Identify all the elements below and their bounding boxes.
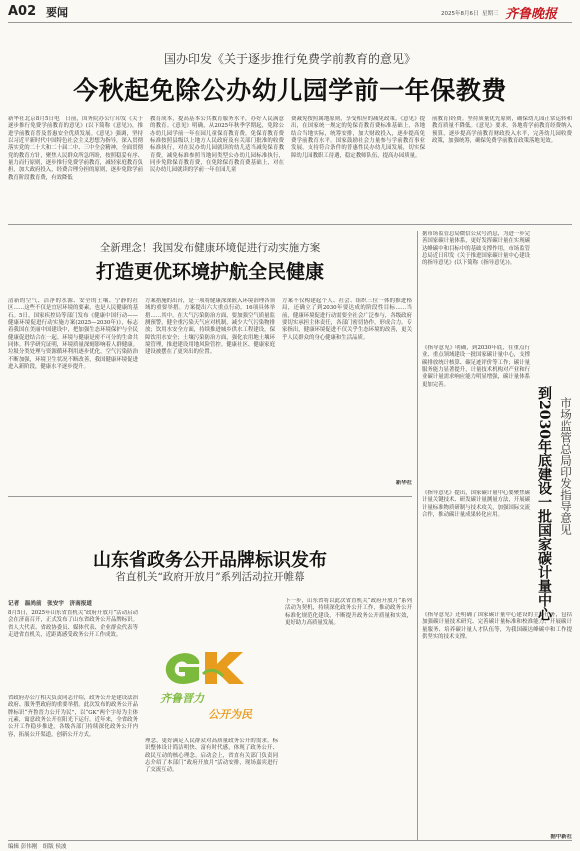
footer-editors: 编辑 彭伟刚 组版 侯波 [8,844,67,850]
issue-date: 2025年8月6日 [441,11,479,17]
article-3-col-2: 省政府办公厅相关负责同志介绍，政务公开是建设法治政府、服务型政府的重要举措。此次发布的政务公开品牌标识“齐鲁晋力公开为民”，以“GK”两个字母为主体元素，寓意政务公开在阳光下运行。近年来，全省政务公开工作稳步推进，各级各部门持续深化政务公开内容，拓展公开渠道，创新公开方式。 [8,695,138,738]
article-3-subhead: 省直机关“政府开放月”系列活动拉开帷幕 [115,571,305,583]
sidebar-para-3: 《指导意见》提出，国家碳计量中心要聚焦碳计量关键技术、研发碳计量测量方法，开展碳计量标准物质研制与技术攻关，加强国际交流合作，推动碳计量成果转化应用。 [422,490,530,519]
sidebar-para-2: 《指导意见》明确，到2030年底，在重点行业、重点领域建设一批国家碳计量中心，支撑碳排放统计核算、碳足迹评价等工作；碳计量服务能力显著提升，计量技术机构对产业和行业碳计量需求响应能力明显增强，碳计量体系更加完善。 [422,345,530,388]
article-3-col-4: 下一步，山东省将以此次省直机关“政府开放月”系列活动为契机，持续深化政务公开工作，推动政务公开标准化规范化建设，不断提升政务公开质量和实效，更好助力高质量发展。 [285,598,412,627]
article-1-rule [8,224,572,225]
section-name: 要闻 [46,6,68,19]
article-2-col-1: 清新的空气、洁净的水源、安全的土壤、宁静的社区……这些不仅是宜居环境的要素，也是人民健康的基石。5日，国家疾控局等部门发布《健康中国行动——健康环境促进行动实施方案(2025—2030年)》，标志着我国在美丽中国建设中，把加强生态环境保护与全民健康促进结合在一起。环境与健康是密不可分的生命共同体。科学研究证明，环境质量深刻影响着人群健康。垃圾分类处理与资源循环利用逐步优化，空气污染防治不断加强，环境卫生状况不断改善，我国健康环境促进进入新阶段，健康水平逐步提升。 [8,298,138,371]
article-1-kicker: 国办印发《关于逐步推行免费学前教育的意见》 [163,52,416,66]
section-number: A02 [8,4,37,19]
article-3-byline: 记者 温尚前 张安宇 济南报道 [8,601,92,607]
article-2-headline: 打造更优环境护航全民健康 [95,261,324,283]
paper-logo: 齐鲁晚报 [505,7,558,22]
article-1-col-1: 新华社北京8月5日电 日前，国务院办公厅印发《关于逐步推行免费学前教育的意见》(以下简称《意见》)，推进学前教育普及普惠安全优质发展。《意见》强调，坚持以习近平新时代中国特色社会主义思想为指导，深入贯彻落实党的二十大和二十届二中、三中全会精神，全面贯彻党的教育方针，聚焦人民群众所急所盼，按照稳妥有序、量力而行原则，逐步推行免费学前教育，减轻家庭教育负担，加大政府投入，经费合理分担的原则，逐步免除学前教育阶段教育费，有效降低 [8,116,143,181]
article-2-kicker: 全新理念！我国发布健康环境促进行动实施方案 [99,242,321,254]
sidebar-divider [417,231,418,841]
issue-weekday: 星期三 [482,11,499,17]
article-3-col-3: 理念，更好满足人民群众对高质量政务公开的需求。标识整体设计简洁明快、富有时代感，体现了政务公开、政民互动的核心理念。启动会上，省直有关部门负责同志介绍了本部门“政府开放月”活动安排，现场嘉宾进行了交流互动。 [145,738,278,774]
sidebar-headline: 到2030年底建设一批国家碳计量中心 [536,386,552,621]
sidebar-intro: 据市场监管总局微信公众号消息，为进一步完善国家碳计量体系，更好发挥碳计量在实现碳达峰碳中和目标中的基础支撑作用，市场监管总局近日印发《关于推进国家碳计量中心建设的指导意见》(以下简称《指导意见》)。 [422,231,530,267]
article-1-headline: 今秋起免除公办幼儿园学前一年保教费 [73,76,507,105]
sidebar-para-4: 《指导意见》还明确了国家碳计量中心建设的主要任务，包括加强碳计量技术研究、完善碳计量标准和校准能力、开展碳计量服务、培养碳计量人才队伍等，为我国碳达峰碳中和工作提供坚实的技术支撑。 [422,612,572,641]
logo-caption-top: 齐鲁晋力 [160,692,204,705]
masthead-rule [8,22,572,23]
article-3-headline: 山东省政务公开品牌标识发布 [93,550,327,571]
article-3-col-1: 8月5日，2025年山东省直机关“政府开放月”活动启动会在济南召开，正式发布了山东省政务公开品牌标识。省人大代表、省政协委员、媒体代表、企业群众代表等走进省直机关，近距离感受政务公开工作成效。 [8,610,138,639]
article-3-rule [8,496,412,497]
sidebar-kicker: 市场监管总局印发指导意见 [559,397,573,535]
article-1-col-4: 前教育)经费。坚持质量优先原则，确保幼儿园正常运转和教育质量不降低。《意见》要求，各地将学前教育经费纳入预算，逐步提高学前教育财政投入水平，完善幼儿园收费政策，加强统筹，确保免费学前教育政策落地见效。 [432,116,572,145]
sidebar-credit: 据中新社 [550,834,572,840]
article-2-col-3: 方案不仅构建起个人、社会、组织三位一体的推进格局，还确立了到2030年要达成的阶段性目标……当前，健康环境促进行动需要全社会广泛参与，各级政府要切实承担主体责任，各部门密切协作，形成合力。专家指出，健康环境促进不仅关乎生态环境的改善，更关乎人民群众的身心健康和生活品质。 [282,298,412,341]
footer-rule [8,840,572,841]
article-1-col-3: 费减免按照属地原则，享受相应的减免政策。《意见》提出，在国家统一规定的免保育教育费标准基础上，各地结合当地实际，统筹安排，加大财政投入，逐步提高免费学前教育水平。国家鼓励社会力量参与学前教育事业发展，支持符合条件的普惠性民办幼儿园发展，切实保障幼儿园教职工待遇，稳定教师队伍，提高办园质量。 [291,116,425,159]
article-2-col-2: 方案措施的出台，是一项将健康深深嵌入环境治理各领域的重要举措。方案提出六大重点行动，16项具体举措……其中，在大气污染防治方面，要加强空气质量监测预警，健全重污染天气应对机制，减少大气污染物排放；饮用水安全方面，持续推进城乡供水工程建设，保障饮用水安全；土壤污染防治方面，强化农用地土壤环境管理，推进建设用地风险管控。健康社区、健康家庭建设被摆在了更突出的位置。 [145,298,275,356]
logo-caption-bottom: 公开为民 [208,708,252,721]
article-1-col-2: 教育成本，提高基本公共教育服务水平，办好人民满意的教育。《意见》明确，从2025年秋季学期起，免除公办幼儿园学前一年在园儿童保育教育费。免保育教育费标准按照县级以上地方人民政府及有关部门批准的收费标准执行，对在民办幼儿园就读的幼儿适当减免保育教育费，减免标准参照当地同类型公办幼儿园标准执行，同步免除保育教育费，在免除保育教育费基础上，对在民办幼儿园就读的学前一年在园儿童 [150,116,284,174]
article-2-credit: 新华社 [395,480,412,486]
